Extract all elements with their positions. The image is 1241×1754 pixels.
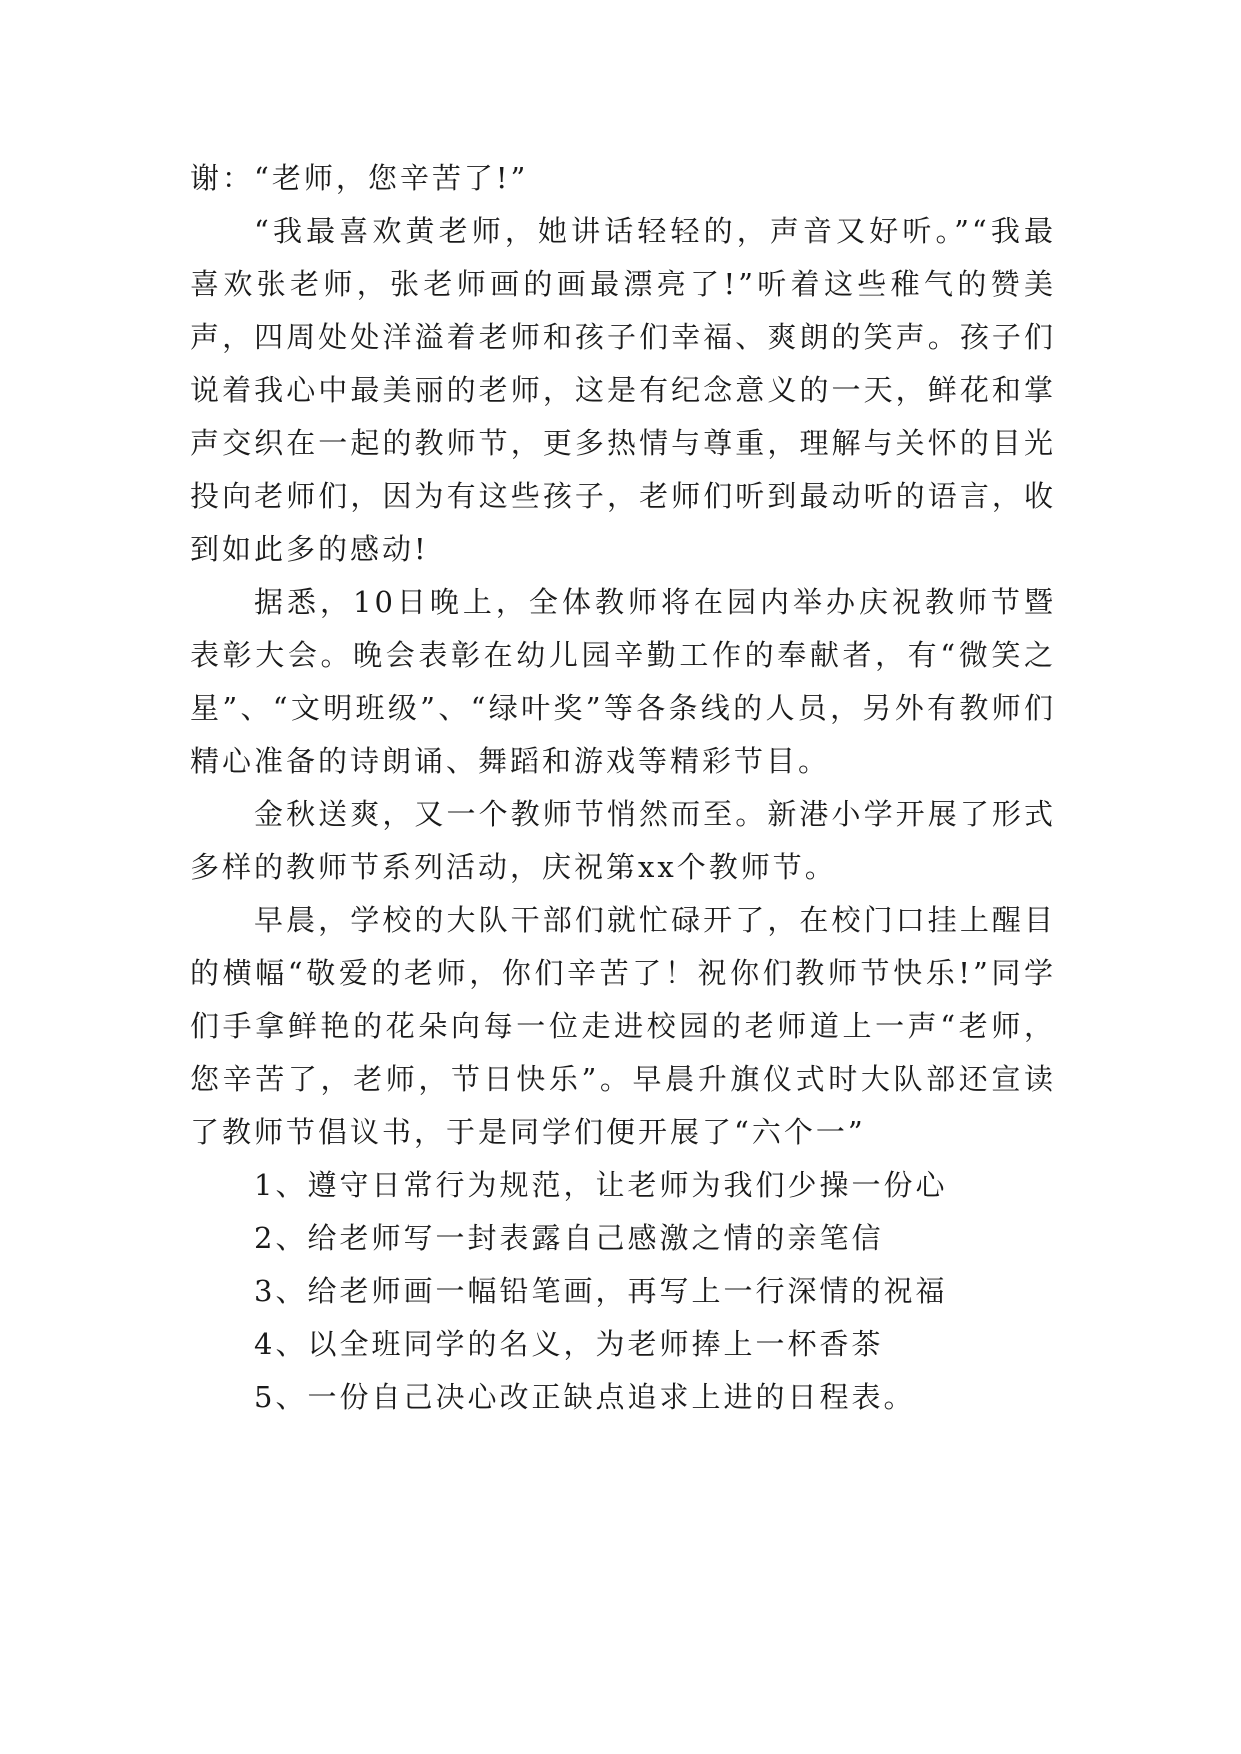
document-body: [190, 152, 1056, 1424]
list-item: 2、给老师写一封表露自己感激之情的亲笔信: [254, 1221, 884, 1255]
list-item: 5、一份自己决心改正缺点追求上进的日程表。: [254, 1380, 916, 1414]
list-item: 1、遵守日常行为规范，让老师为我们少操一份心: [254, 1168, 948, 1202]
list-item: 3、给老师画一幅铅笔画，再写上一行深情的祝福: [254, 1274, 948, 1308]
paragraph-favorite-teachers: “我最喜欢黄老师，她讲话轻轻的，声音又好听。”“我最喜欢张老师，张老师画的画最漂亮了!”听着这些稚气的赞美声，四周处处洋溢着老师和孩子们幸福、爽朗的笑声。孩子们说着我心中最美丽的老师，这是有纪念意义的一天，鲜花和掌声交织在一起的教师节，更多热情与尊重，理解与关怀的目光投向老师们，因为有这些孩子，老师们听到最动听的语言，收到如此多的感动!: [190, 214, 1056, 566]
paragraph-celebration-meeting: 据悉，10日晚上，全体教师将在园内举办庆祝教师节暨表彰大会。晚会表彰在幼儿园辛勤工作的奉献者，有“微笑之星”、“文明班级”、“绿叶奖”等各条线的人员，另外有教师们精心准备的诗朗诵、舞蹈和游戏等精彩节目。: [190, 585, 1056, 778]
paragraph-autumn-teachers-day: 金秋送爽，又一个教师节悄然而至。新港小学开展了形式多样的教师节系列活动，庆祝第xx个教师节。: [190, 797, 1056, 884]
paragraph-morning-activities: 早晨，学校的大队干部们就忙碌开了，在校门口挂上醒目的横幅“敬爱的老师，你们辛苦了！祝你们教师节快乐!”同学们手拿鲜艳的花朵向每一位走进校园的老师道上一声“老师，您辛苦了，老师，节日快乐”。早晨升旗仪式时大队部还宣读了教师节倡议书，于是同学们便开展了“六个一”: [190, 903, 1056, 1149]
paragraph-continuation: 谢：“老师，您辛苦了!”: [190, 161, 529, 195]
list-item: 4、以全班同学的名义，为老师捧上一杯香茶: [254, 1327, 884, 1361]
